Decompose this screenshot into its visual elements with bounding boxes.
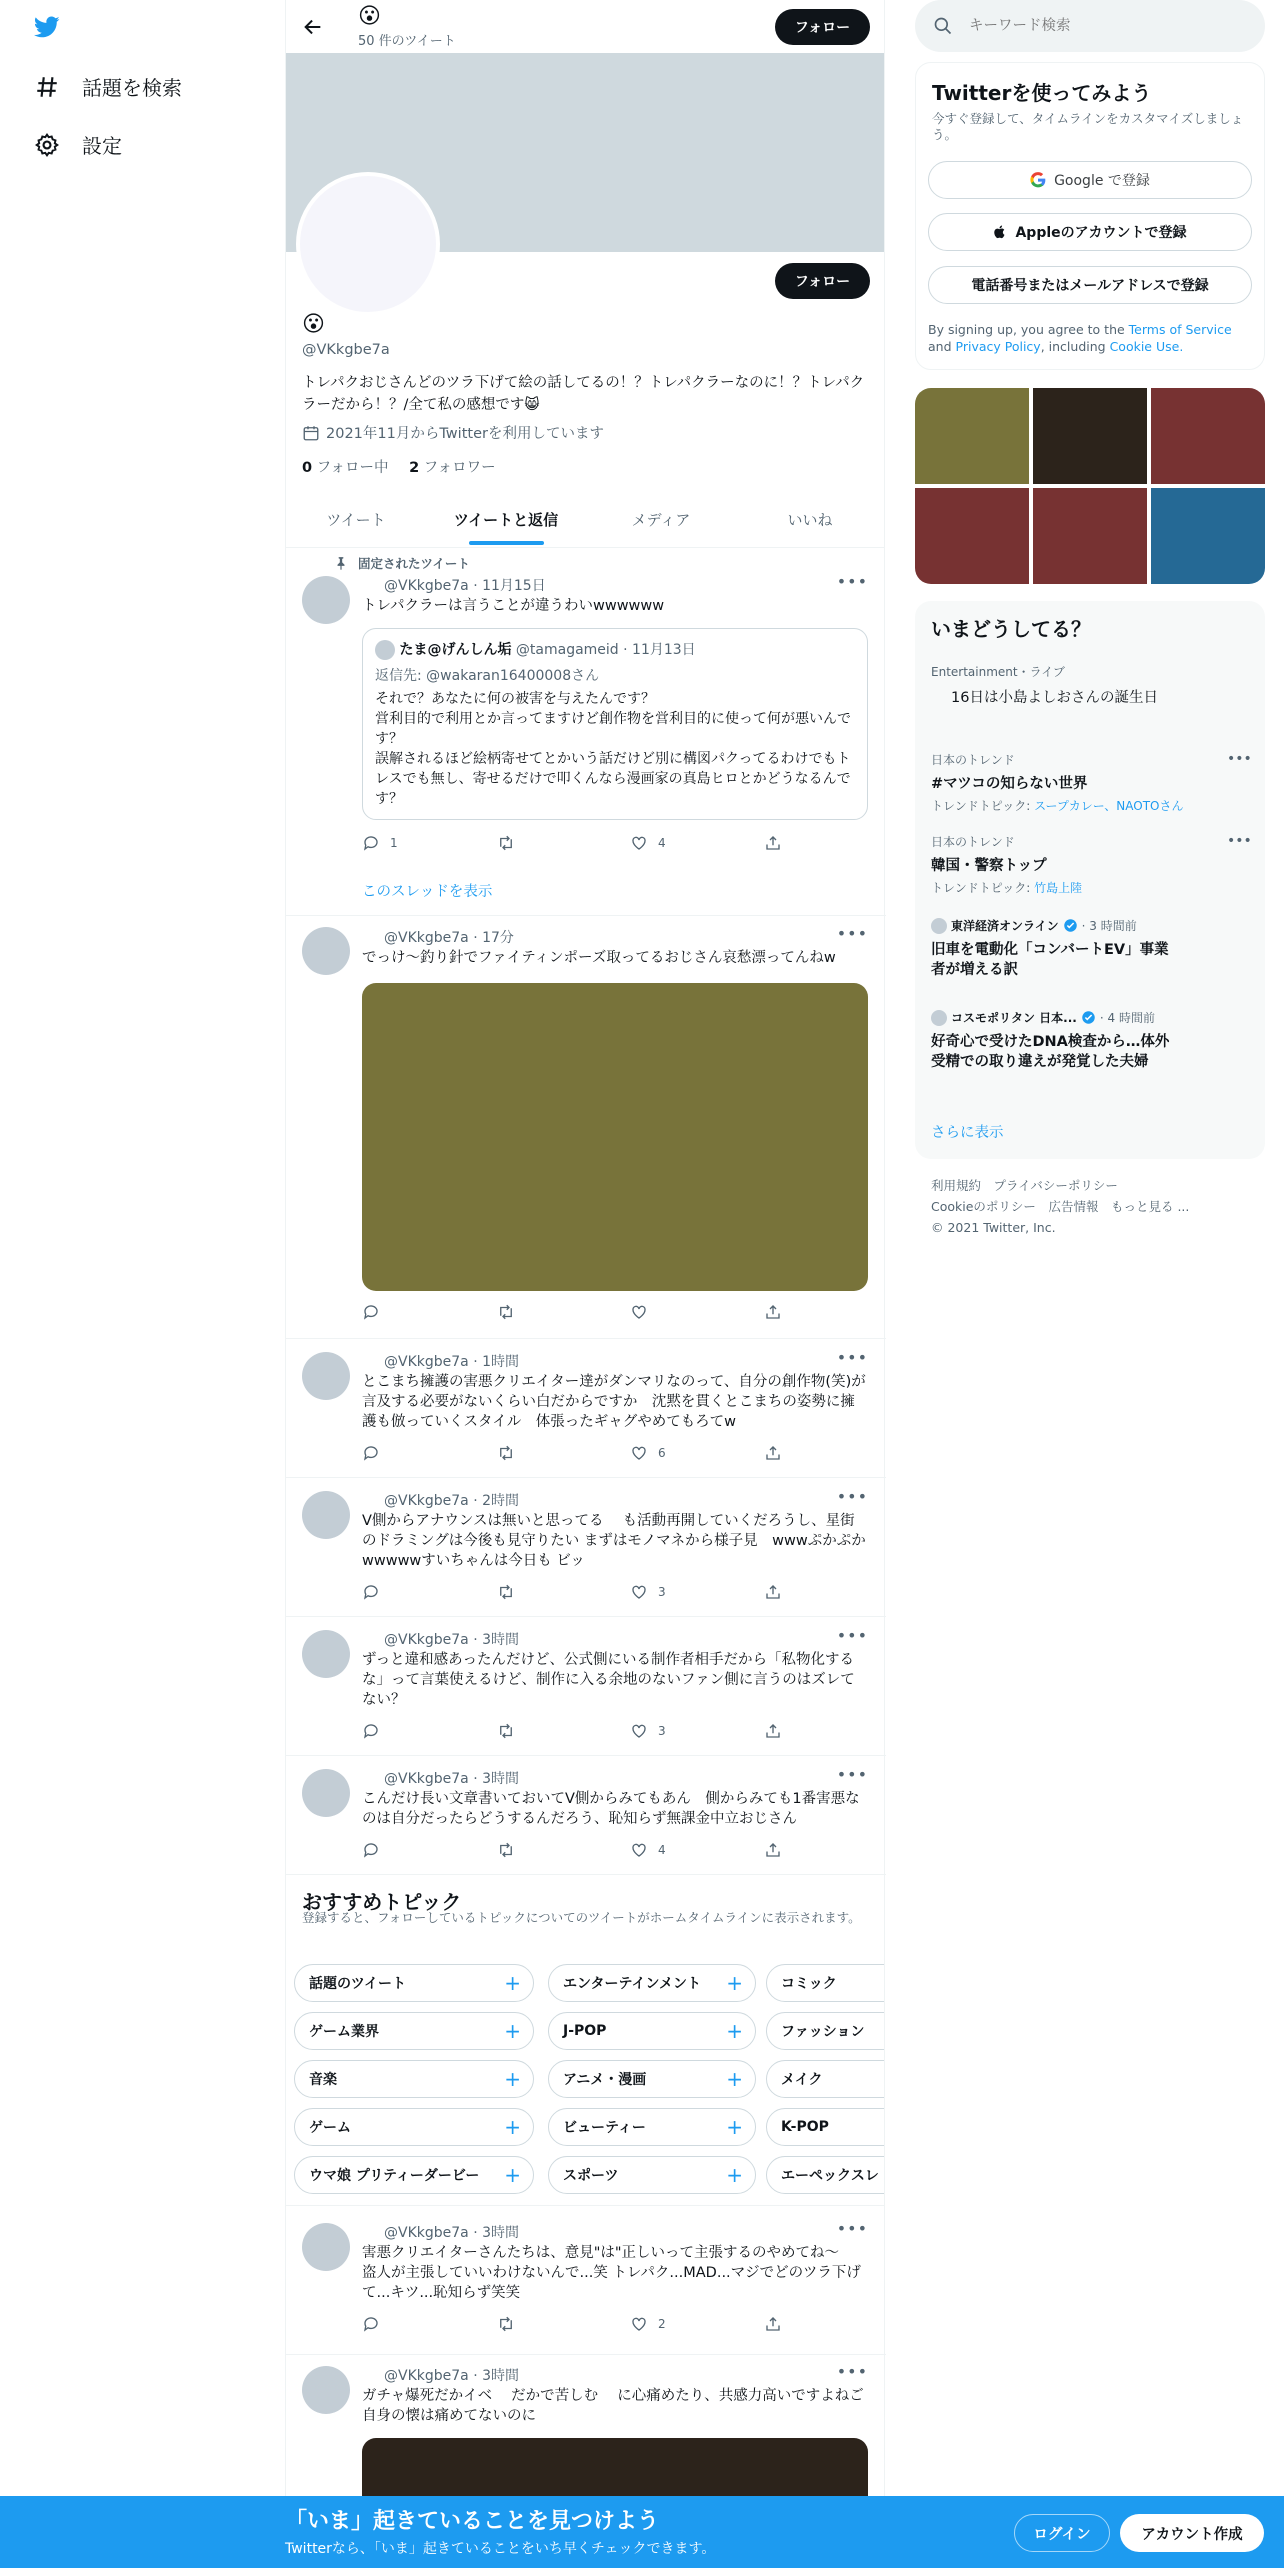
like-button[interactable] [630,1303,648,1321]
topic-chip-label: 音楽 [309,2072,337,2088]
following-label: フォロー中 [316,460,389,476]
like-count: 3 [658,1585,666,1599]
quote-reply-to [375,665,599,685]
retweet-icon [496,2315,516,2333]
quote-avatar [375,640,395,660]
retweet-icon [496,1444,516,1462]
tweet-header [362,1490,519,1510]
verified-badge-icon [1063,918,1078,933]
phone-email-signup-button[interactable]: 電話番号またはメールアドレスで登録 [928,266,1252,304]
more-icon[interactable]: ••• [1227,833,1252,849]
like-button[interactable] [630,1583,666,1601]
topic-chip[interactable] [766,2156,884,2194]
plus-icon: + [726,2019,743,2043]
tweet-actions [362,2315,782,2335]
topics-description: 登録すると、フォローしているトピックについてのツイートがホームタイムラインに表示されます。 [302,1910,861,1925]
like-count: 4 [658,1843,666,1857]
back-arrow-icon[interactable] [302,16,324,38]
tweet-text: ずっと違和感あったんだけど、公式側にいる制作者相手だから「私物化するな」って言葉使えるけど、制作に入る余地のないファン側に言うのはズレてない？ [362,1652,855,1708]
quote-reply-handle[interactable]: @wakaran16400008さん [426,668,600,684]
google-signup-label: Google で登録 [1054,173,1150,189]
topic-chip-label: ゲーム業界 [309,2024,379,2040]
tab-tweets[interactable]: ツイート [326,510,386,529]
reply-icon [362,1583,380,1601]
share-button[interactable] [764,2315,782,2333]
pin-icon [334,556,348,570]
tweet-actions [362,1303,782,1323]
like-button[interactable] [630,1841,666,1859]
topic-chip-label: スポーツ [563,2168,619,2184]
tweet-handle: @VKkgbe7a · 3時間 [384,1771,519,1787]
news-title: 好奇心で受けたDNA検査から…体外受精での取り違えが発覚した夫婦 [931,1034,1170,1070]
topic-chip[interactable] [766,1964,884,2002]
more-icon[interactable]: ••• [836,572,868,591]
nav-explore-label: 話題を検索 [82,76,182,100]
more-icon[interactable]: ••• [836,924,868,943]
share-icon [764,1722,782,1740]
plus-icon: + [504,2067,521,2091]
reply-button[interactable] [362,1841,380,1859]
topic-chip[interactable] [548,2060,756,2098]
profile-stats [302,456,496,477]
plus-icon: + [726,2163,743,2187]
trend-subtopics-prefix: トレンドトピック: [931,799,1031,813]
topic-chip-label: エーペックスレ [781,2168,879,2184]
center-column [285,0,885,2568]
tweet-actions [362,834,782,854]
nav-explore[interactable] [34,72,182,101]
avatar[interactable] [302,1769,350,1817]
avatar[interactable] [302,2223,350,2271]
news-source: 東洋経済オンライン [951,919,1059,933]
tweet[interactable] [286,1479,886,1617]
cookie-link[interactable]: Cookie Use. [1109,339,1184,354]
trend-item[interactable] [931,751,1251,814]
trend-subtopics [931,879,1251,896]
apple-signup-label: Appleのアカウントで登録 [1015,225,1187,241]
share-icon [764,1583,782,1601]
retweet-icon [496,1583,516,1601]
quote-handle: @tamagameid · 11月13日 [515,642,696,658]
trend-title: 韓国・警察トップ [931,858,1047,874]
news-title: 旧車を電動化「コンバートEV」事業者が増える訳 [931,942,1169,978]
topic-chip[interactable] [294,2012,534,2050]
more-icon[interactable]: ••• [836,1765,868,1784]
topic-chip[interactable] [766,2060,884,2098]
tab-tweets-and-replies[interactable]: ツイートと返信 [453,510,559,529]
signup-panel [915,62,1265,370]
followers-label: フォロワー [423,460,496,476]
pinned-label [334,554,470,572]
tweet-text: でっけ〜釣り針でファイティンポーズ取ってるおじさん哀愁漂ってんねw [362,950,836,966]
reply-icon [362,1841,380,1859]
news-time: · 4 時間前 [1099,1011,1155,1025]
more-icon[interactable]: ••• [836,1348,868,1367]
quote-name: たま@げんしん垢 [399,642,512,658]
topic-chip-label: J-POP [563,2023,607,2039]
avatar[interactable] [302,1630,350,1678]
trends-title: いまどうしてる？ [931,617,1091,641]
google-icon [1030,172,1046,188]
retweet-button[interactable] [496,1583,516,1601]
reply-button[interactable] [362,2315,380,2333]
topic-chip-label: ビューティー [563,2120,646,2136]
reply-button[interactable] [362,1303,380,1321]
footer-cookie[interactable]: Cookieのポリシー [931,1199,1036,1214]
topic-chip-label: 話題のツイート [309,1976,407,1992]
tweet-header [362,927,514,947]
reply-count: 1 [390,836,398,850]
tweet[interactable] [286,2207,886,2355]
tweet-actions [362,1444,782,1464]
header-tweet-count: 50 件のツイート [358,34,456,49]
tweet-text: 害悪クリエイターさんたちは、意見"は"正しいって主張するのやめてね〜 盗人が主張していいわけないんで...笑 トレパク...MAD...マジでどのツラ下げて...キツ...恥知らず笑笑 [362,2245,869,2301]
avatar[interactable] [302,576,350,624]
tweet-header [362,1351,519,1371]
plus-icon: + [504,2115,521,2139]
quote-header [375,639,696,660]
trend-meta: Entertainment・ライブ [931,665,1065,679]
retweet-icon [496,834,516,852]
topic-chip[interactable] [294,2108,534,2146]
news-time: · 3 時間前 [1081,919,1137,933]
heart-icon [630,1303,648,1321]
more-icon[interactable]: ••• [1227,751,1252,767]
tab-active-indicator [469,541,544,545]
profile-joined-text: 2021年11月からTwitterを利用しています [326,426,604,442]
header-follow-button[interactable]: フォロー [775,9,870,45]
search-icon [933,16,953,36]
retweet-button[interactable] [496,1303,516,1321]
trend-title: 16日は小島よしおさんの誕生日 [951,690,1158,706]
topic-chip[interactable] [294,1964,534,2002]
topic-chip-label: エンターテインメント [563,1976,702,1992]
hashtag-icon [34,74,60,100]
profile-name-emoji: 😮 [302,312,325,337]
tweet-handle: @VKkgbe7a · 3時間 [384,1632,519,1648]
tweet-text: ガチャ爆死だかイベ だかで苦しむ に心痛めたり、共感力高いですよねご自身の懐は痛めてないのに [362,2388,864,2424]
more-icon[interactable]: ••• [836,1487,868,1506]
news-source-line [931,1009,1171,1026]
tweet[interactable] [286,917,886,1339]
tweet-text: こんだけ長い文章書いておいてV側からみてもあん 側からみても1番害悪なのは自分だったらどうするんだろう、恥知らず無課金中立おじさん [362,1791,860,1827]
more-icon[interactable]: ••• [836,2219,868,2238]
tweet-text: V側からアナウンスは無いと思ってる も活動再開していくだろうし、星街のドラミングは今後も見守りたい まずはモノマネから様子見 wwwぷかぷかwwwwwすいちゃんは今日も ビッ [362,1513,866,1569]
tweet-handle: @VKkgbe7a · 3時間 [384,2368,519,2384]
footer-copyright: © 2021 Twitter, Inc. [931,1220,1056,1235]
topic-chip[interactable] [548,2012,756,2050]
reply-button[interactable] [362,1444,380,1462]
following-link[interactable] [302,460,388,476]
retweet-button[interactable] [496,2315,516,2333]
tweet-handle: @VKkgbe7a · 2時間 [384,1493,519,1509]
news-source-avatar [931,1010,947,1026]
apple-icon [993,224,1007,240]
trend-item[interactable] [931,833,1251,896]
trend-title: #マツコの知らない世界 [931,776,1088,792]
retweet-button[interactable] [496,1841,516,1859]
like-count: 2 [658,2317,666,2331]
plus-icon: + [726,2115,743,2139]
topic-chip[interactable] [548,2108,756,2146]
quote-reply-prefix: 返信先: [375,668,422,684]
heart-icon [630,1841,648,1859]
nav-settings-label: 設定 [82,134,122,158]
avatar[interactable] [302,1491,350,1539]
like-button[interactable] [630,834,666,852]
heart-icon [630,1444,648,1462]
tweet[interactable] [286,1340,886,1478]
topic-chip[interactable] [766,2108,884,2146]
header-emoji: 😮 [358,4,381,29]
plus-icon: + [504,2163,521,2187]
share-icon [764,2315,782,2333]
topic-chip-label: アニメ・漫画 [563,2072,647,2088]
show-more-link[interactable]: さらに表示 [931,1125,1004,1141]
bottom-title: 「いま」起きていることを見つけよう [285,2509,660,2534]
tweet-actions [362,1583,782,1603]
plus-icon: + [504,1971,521,1995]
profile-joined [302,422,604,443]
terms-including: , including [1040,339,1106,354]
trend-subtopics-prefix: トレンドトピック: [931,881,1031,895]
heart-icon [630,1583,648,1601]
plus-icon: + [726,1971,743,1995]
topic-chips [286,1964,884,2204]
heart-icon [630,1722,648,1740]
news-source-line [931,917,1171,934]
tab-media[interactable]: メディア [631,510,691,529]
retweet-icon [496,1722,516,1740]
share-icon [764,834,782,852]
bottom-subtitle: Twitterなら、「いま」起きていることをいち早くチェックできます。 [285,2541,716,2557]
more-icon[interactable]: ••• [836,1626,868,1645]
followers-count: 2 [409,460,420,476]
tweet-header [362,1768,519,1788]
trends-panel [915,601,1265,1159]
signup-description: 今すぐ登録して、タイムラインをカスタマイズしましょう。 [932,111,1244,142]
reply-icon [362,834,380,852]
heart-icon [630,2315,648,2333]
pinned-tweet[interactable] [286,548,886,916]
tweet-handle: @VKkgbe7a · 11月15日 [384,578,546,594]
like-button[interactable] [630,2315,666,2333]
calendar-icon [302,424,320,442]
trend-subtopics-links[interactable]: スープカレー、NAOTOさん [1034,799,1184,813]
tweet-actions [362,1841,782,1861]
signup-terms [928,321,1254,355]
news-source: コスモポリタン 日本... [951,1011,1077,1025]
media-grid [915,388,1265,584]
nav-settings[interactable] [34,130,122,159]
footer-privacy[interactable]: プライバシーポリシー [993,1178,1118,1193]
reply-button[interactable] [362,1583,380,1601]
show-thread-link[interactable]: このスレッドを表示 [362,884,493,900]
like-button[interactable] [630,1722,666,1740]
tweet[interactable] [286,1618,886,1756]
topics-section [286,1876,884,2206]
privacy-link[interactable]: Privacy Policy [955,339,1041,354]
footer-more[interactable]: もっと見る ... [1110,1199,1190,1214]
like-count: 3 [658,1724,666,1738]
share-icon [764,1444,782,1462]
avatar[interactable] [302,927,350,975]
media-grid-tile[interactable] [1151,388,1265,484]
topic-chip[interactable] [548,2156,756,2194]
media-grid-tile[interactable] [1151,488,1265,584]
footer-links [931,1175,1251,1238]
news-item[interactable] [931,1009,1171,1072]
tweet-handle: @VKkgbe7a · 1時間 [384,1354,519,1370]
quote-text: それで？あなたに何の被害を与えたんです？ 営利目的で利用とか言ってますけど創作物を営利目的に使って何が悪いんです？ 誤解されるほど絵柄寄せてとかいう話だけど別に構図パクってるわけでもトレスでも無し、寄せるだけで叩くんなら漫画家の真島ヒロとかどうなるんです？ [375,691,851,807]
news-item[interactable] [931,917,1171,980]
following-count: 0 [302,460,313,476]
google-signup-button[interactable] [928,161,1252,199]
plus-icon: + [726,2067,743,2091]
topic-chip-label: ウマ娘 プリティーダービー [309,2168,480,2184]
tweet-text: とこまち擁護の害悪クリエイター達がダンマリなのって、自分の創作物(笑)が言及する必要がないくらい白だからですか 沈黙を貫くとこまちの姿勢に擁護も倣っていくスタイル 体張ったギャグやめてもろてw [362,1374,866,1430]
reply-button[interactable] [362,1722,380,1740]
signup-button[interactable]: アカウント作成 [1120,2514,1264,2552]
profile-handle: @VKkgbe7a [302,342,390,358]
like-count: 4 [658,836,666,850]
profile-avatar[interactable] [296,172,440,316]
retweet-button[interactable] [496,834,516,852]
avatar[interactable] [302,1352,350,1400]
verified-badge-icon [1081,1010,1096,1025]
quote-tweet[interactable] [362,628,868,820]
topic-chip-label: ファッション [781,2024,865,2040]
topic-chip[interactable] [294,2156,534,2194]
apple-signup-button[interactable] [928,213,1252,251]
tab-likes[interactable]: いいね [787,510,833,529]
reply-icon [362,2315,380,2333]
reply-icon [362,1444,380,1462]
tweet-media-image[interactable] [362,983,868,1291]
tweet-handle: @VKkgbe7a · 17分 [384,930,514,946]
share-button[interactable] [764,1583,782,1601]
gear-icon [34,132,60,158]
reply-button[interactable] [362,834,398,852]
news-source-avatar [931,918,947,934]
media-grid-tile[interactable] [915,488,1029,584]
retweet-button[interactable] [496,1722,516,1740]
share-button[interactable] [764,1841,782,1859]
topic-chip[interactable] [548,1964,756,2002]
share-button[interactable] [764,1303,782,1321]
media-grid-tile[interactable] [1033,488,1147,584]
login-button[interactable]: ログイン [1014,2514,1110,2552]
footer-terms[interactable]: 利用規約 [931,1178,982,1193]
tweet-handle: @VKkgbe7a · 3時間 [384,2225,519,2241]
trend-meta: 日本のトレンド [931,835,1015,849]
trend-meta: 日本のトレンド [931,753,1015,767]
share-button[interactable] [764,1722,782,1740]
topic-chip-label: コミック [781,1976,837,1992]
terms-link[interactable]: Terms of Service [1128,322,1232,337]
more-icon[interactable]: ••• [836,2362,868,2381]
tweet-header [362,2222,519,2242]
heart-icon [630,834,648,852]
topic-chip-label: ゲーム [309,2120,351,2136]
search-box[interactable] [915,0,1265,52]
pinned-label-text: 固定されたツイート [358,556,470,571]
trend-subtopics-links[interactable]: 竹島上陸 [1034,881,1083,895]
twitter-logo-icon[interactable] [32,14,62,40]
terms-and: and [928,339,952,354]
retweet-icon [496,1303,516,1321]
footer-ads[interactable]: 広告情報 [1048,1199,1099,1214]
share-button[interactable] [764,834,782,852]
tweet-header [362,1629,519,1649]
media-grid-tile[interactable] [915,388,1029,484]
tweet-actions [362,1722,782,1742]
followers-link[interactable] [409,460,495,476]
share-icon [764,1303,782,1321]
avatar[interactable] [302,2366,350,2414]
tweet[interactable] [286,1757,886,1875]
topic-chip-label: メイク [781,2072,823,2088]
share-button[interactable] [764,1444,782,1462]
topics-title: おすすめトピック [302,1890,462,1914]
reply-icon [362,1303,380,1321]
topic-chip[interactable] [766,2012,884,2050]
topic-chip[interactable] [294,2060,534,2098]
topic-chip-label: K-POP [781,2119,829,2135]
trend-subtopics [931,797,1251,814]
trend-item[interactable] [931,663,1251,707]
retweet-icon [496,1841,516,1859]
like-count: 6 [658,1446,666,1460]
retweet-button[interactable] [496,1444,516,1462]
reply-icon [362,1722,380,1740]
profile-follow-button[interactable]: フォロー [775,263,870,299]
search-input[interactable] [969,14,1249,38]
profile-bio: トレパクおじさんどのツラ下げて絵の話してるの！？トレパクラーなのに！？トレパクラーだから！？/全て私の感想です😸 [302,375,865,413]
tweet-text: トレパクラーは言うことが違うわいwwwwww [362,598,665,614]
share-icon [764,1841,782,1859]
media-grid-tile[interactable] [1033,388,1147,484]
like-button[interactable] [630,1444,666,1462]
bottom-signup-bar [0,2496,1284,2568]
tweet-header [362,2365,519,2385]
terms-prefix: By signing up, you agree to the [928,322,1125,337]
tweet-header [362,575,546,595]
signup-title: Twitterを使ってみよう [932,81,1152,105]
plus-icon: + [504,2019,521,2043]
